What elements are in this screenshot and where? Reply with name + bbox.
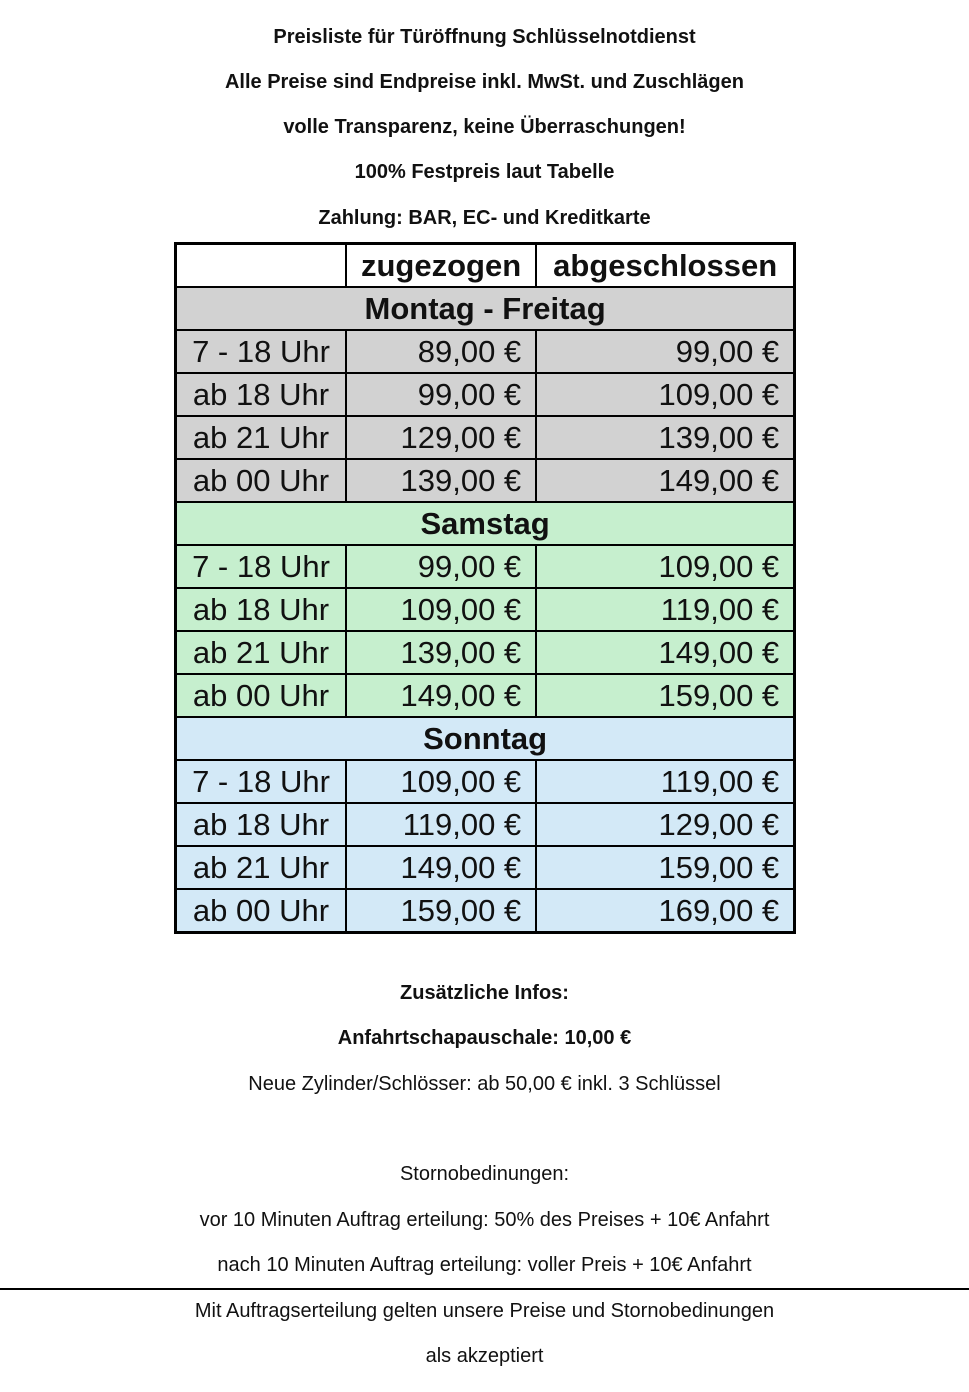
section-label-saturday: Samstag xyxy=(176,502,795,545)
price-zugezogen-cell: 99,00 € xyxy=(346,545,536,588)
table-row xyxy=(176,459,795,502)
price-zugezogen-cell: 129,00 € xyxy=(346,416,536,459)
table-row xyxy=(176,803,795,846)
section-label-weekdays: Montag - Freitag xyxy=(176,287,795,330)
header-line-transparency: volle Transparenz, keine Überraschungen! xyxy=(283,116,686,138)
price-abgeschlossen-cell: 169,00 € xyxy=(536,889,795,933)
column-header-zugezogen: zugezogen xyxy=(346,244,536,288)
price-abgeschlossen-cell: 109,00 € xyxy=(536,545,795,588)
section-label-sunday: Sonntag xyxy=(176,717,795,760)
time-cell: ab 00 Uhr xyxy=(176,674,347,717)
price-abgeschlossen-cell: 159,00 € xyxy=(536,846,795,889)
price-abgeschlossen-cell: 99,00 € xyxy=(536,330,795,373)
price-abgeschlossen-cell: 149,00 € xyxy=(536,459,795,502)
time-cell: ab 00 Uhr xyxy=(176,459,347,502)
table-row xyxy=(176,416,795,459)
price-table xyxy=(174,242,796,934)
footer-line-1: Mit Auftragserteilung gelten unsere Preise und Stornobedinungen xyxy=(194,1300,775,1322)
table-row xyxy=(176,545,795,588)
section-row-saturday xyxy=(176,502,795,545)
price-zugezogen-cell: 119,00 € xyxy=(346,803,536,846)
table-row xyxy=(176,674,795,717)
price-abgeschlossen-cell: 149,00 € xyxy=(536,631,795,674)
table-row xyxy=(176,760,795,803)
price-zugezogen-cell: 159,00 € xyxy=(346,889,536,933)
header-line-payment: Zahlung: BAR, EC- und Kreditkarte xyxy=(318,207,651,229)
price-zugezogen-cell: 99,00 € xyxy=(346,373,536,416)
header-line-fixed-price: 100% Festpreis laut Tabelle xyxy=(354,161,615,183)
travel-fee-text: Anfahrtschapauschale: 10,00 € xyxy=(337,1027,632,1049)
price-zugezogen-cell: 139,00 € xyxy=(346,459,536,502)
table-row xyxy=(176,373,795,416)
info-title: Zusätzliche Infos: xyxy=(400,982,569,1004)
price-abgeschlossen-cell: 159,00 € xyxy=(536,674,795,717)
column-header-abgeschlossen: abgeschlossen xyxy=(536,244,795,288)
time-cell: ab 21 Uhr xyxy=(176,416,347,459)
table-row xyxy=(176,330,795,373)
price-zugezogen-cell: 149,00 € xyxy=(346,846,536,889)
time-cell: 7 - 18 Uhr xyxy=(176,545,347,588)
price-zugezogen-cell: 149,00 € xyxy=(346,674,536,717)
price-abgeschlossen-cell: 109,00 € xyxy=(536,373,795,416)
cancellation-after-text: nach 10 Minuten Auftrag erteilung: voller Preis + 10€ Anfahrt xyxy=(217,1254,752,1276)
price-zugezogen-cell: 89,00 € xyxy=(346,330,536,373)
price-abgeschlossen-cell: 119,00 € xyxy=(536,588,795,631)
column-header-empty xyxy=(176,244,347,288)
price-abgeschlossen-cell: 119,00 € xyxy=(536,760,795,803)
time-cell: ab 18 Uhr xyxy=(176,373,347,416)
section-row-weekdays xyxy=(176,287,795,330)
time-cell: 7 - 18 Uhr xyxy=(176,330,347,373)
time-cell: 7 - 18 Uhr xyxy=(176,760,347,803)
page-title: Preisliste für Türöffnung Schlüsselnotdienst xyxy=(273,26,696,48)
cancellation-before-text: vor 10 Minuten Auftrag erteilung: 50% des Preises + 10€ Anfahrt xyxy=(199,1209,770,1231)
time-cell: ab 00 Uhr xyxy=(176,889,347,933)
time-cell: ab 21 Uhr xyxy=(176,631,347,674)
header-line-prices-final: Alle Preise sind Endpreise inkl. MwSt. und Zuschlägen xyxy=(224,71,744,93)
table-row xyxy=(176,631,795,674)
time-cell: ab 18 Uhr xyxy=(176,588,347,631)
price-zugezogen-cell: 139,00 € xyxy=(346,631,536,674)
price-zugezogen-cell: 109,00 € xyxy=(346,760,536,803)
table-row xyxy=(176,889,795,933)
table-row xyxy=(176,846,795,889)
time-cell: ab 21 Uhr xyxy=(176,846,347,889)
section-row-sunday xyxy=(176,717,795,760)
table-header-row xyxy=(176,244,795,288)
cancellation-title: Stornobedinungen: xyxy=(399,1163,570,1185)
price-abgeschlossen-cell: 139,00 € xyxy=(536,416,795,459)
price-zugezogen-cell: 109,00 € xyxy=(346,588,536,631)
time-cell: ab 18 Uhr xyxy=(176,803,347,846)
table-row xyxy=(176,588,795,631)
price-abgeschlossen-cell: 129,00 € xyxy=(536,803,795,846)
cylinder-info-text: Neue Zylinder/Schlösser: ab 50,00 € inkl. 3 Schlüssel xyxy=(248,1073,721,1095)
footer-line-2: als akzeptiert xyxy=(425,1345,544,1367)
